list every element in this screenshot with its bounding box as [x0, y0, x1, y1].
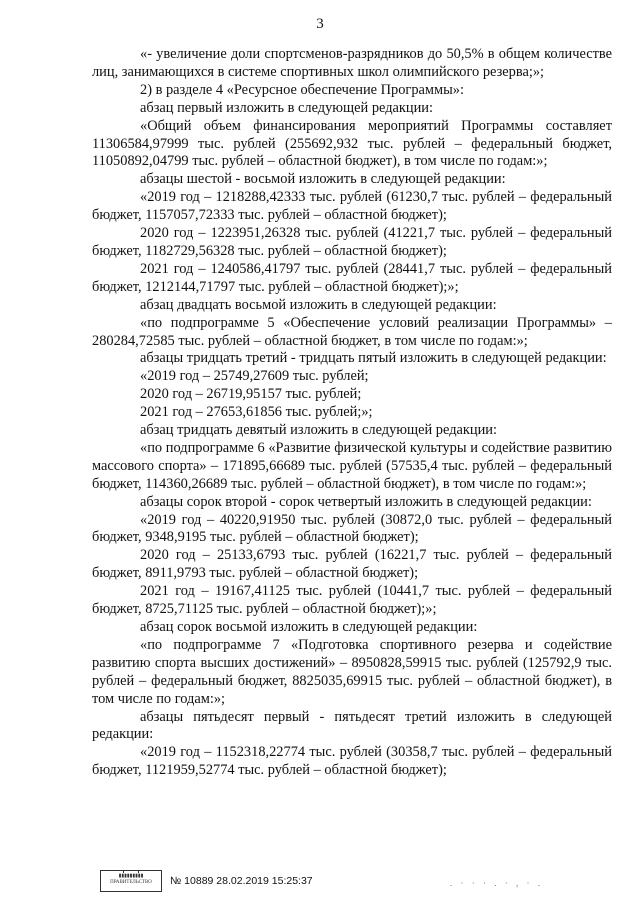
- registration-info: № 10889 28.02.2019 15:25:37: [170, 875, 313, 887]
- page-number: 3: [316, 16, 324, 32]
- paragraph: абзац тридцать девятый изложить в следующей редакции:: [140, 422, 498, 439]
- stamp-caption: ПРАВИТЕЛЬСТВО: [110, 880, 152, 885]
- paragraph: 2) в разделе 4 «Ресурсное обеспечение Программы»:: [140, 81, 464, 98]
- paragraph: абзацы тридцать третий - тридцать пятый изложить в следующей редакции:: [140, 350, 607, 367]
- paragraph: 2020 год – 1223951,26328 тыс. рублей (41221,7 тыс. рублей – федеральный бюджет, 1182729,56328 тыс. рублей – областной бюджет);: [92, 225, 612, 259]
- paragraph: 2021 год – 1240586,41797 тыс. рублей (28441,7 тыс. рублей – федеральный бюджет, 1212144,71797 тыс. рублей – областной бюджет);»;: [92, 260, 612, 295]
- paragraph: «по подпрограмме 5 «Обеспечение условий реализации Программы» – 280284,72585 тыс. рублей – областной бюджет, в том числе по годам:»;: [92, 314, 612, 349]
- paragraph: абзацы пятьдесят первый - пятьдесят третий изложить в следующей редакции:: [92, 708, 612, 743]
- paragraph: «- увеличение доли спортсменов-разрядников до 50,5% в общем количестве лиц, занимающихся в системе спортивных школ олимпийского резерва;»;: [92, 46, 612, 80]
- paragraph: 2020 год – 25133,6793 тыс. рублей (16221,7 тыс. рублей – федеральный бюджет, 8911,9793 тыс. рублей – областной бюджет);: [92, 547, 612, 582]
- paragraph: 2021 год – 27653,61856 тыс. рублей;»;: [140, 404, 373, 421]
- paragraph: абзац первый изложить в следующей редакции:: [140, 99, 434, 116]
- paragraph: «по подпрограмме 6 «Развитие физической культуры и содействие развитию массового спорта» – 171895,66689 тыс. рублей (57535,4 тыс. рублей – федеральный бюджет, 114360,26689 тыс. рублей – областной бюджет), в том числе по годам:»;: [92, 439, 612, 492]
- scan-noise: . · · · . · , · .: [450, 878, 543, 888]
- paragraph: абзац двадцать восьмой изложить в следующей редакции:: [140, 296, 497, 313]
- document-body: [92, 46, 612, 780]
- government-stamp-icon: ▮▮▮▮▮▮▮▮▮ ПРАВИТЕЛЬСТВО: [100, 870, 162, 892]
- paragraph: «2019 год – 1152318,22774 тыс. рублей (30358,7 тыс. рублей – федеральный бюджет, 1121959,52774 тыс. рублей – областной бюджет);: [92, 744, 612, 779]
- paragraph: «по подпрограмме 7 «Подготовка спортивного резерва и содействие развитию спорта высших достижений» – 8950828,59915 тыс. рублей (125792,9 тыс. рублей – федеральный бюджет, 8825035,69915 тыс. рублей – областной бюджет), в том числе по годам:»;: [92, 636, 612, 707]
- paragraph: абзац сорок восьмой изложить в следующей редакции:: [140, 619, 478, 635]
- paragraph: «Общий объем финансирования мероприятий Программы составляет 11306584,97999 тыс. рублей (255692,932 тыс. рублей – федеральный бюджет, 11050892,04799 тыс. рублей – областной бюджет), в том числе по годам:»;: [92, 117, 612, 170]
- paragraph: 2021 год – 19167,41125 тыс. рублей (10441,7 тыс. рублей – федеральный бюджет, 8725,71125 тыс. рублей – областной бюджет);»;: [92, 583, 612, 618]
- paragraph: «2019 год – 40220,91950 тыс. рублей (30872,0 тыс. рублей – федеральный бюджет, 9348,9195 тыс. рублей – областной бюджет);: [92, 511, 612, 546]
- paragraph: «2019 год – 1218288,42333 тыс. рублей (61230,7 тыс. рублей – федеральный бюджет, 1157057,72333 тыс. рублей – областной бюджет);: [92, 189, 612, 224]
- paragraph: абзацы шестой - восьмой изложить в следующей редакции:: [140, 171, 506, 188]
- paragraph: абзацы сорок второй - сорок четвертый изложить в следующей редакции:: [140, 493, 592, 510]
- paragraph: 2020 год – 26719,95157 тыс. рублей;: [140, 386, 362, 403]
- paragraph: «2019 год – 25749,27609 тыс. рублей;: [140, 368, 369, 385]
- footer: [100, 870, 313, 892]
